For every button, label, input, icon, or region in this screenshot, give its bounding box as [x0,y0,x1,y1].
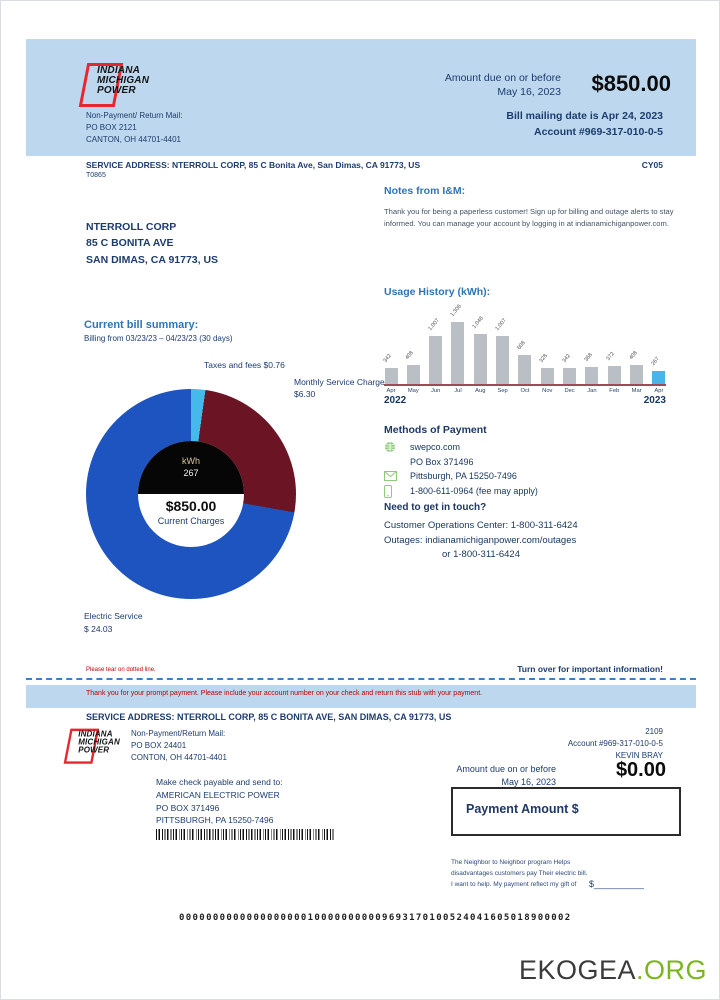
usage-bar-value: 267 [650,356,661,367]
kwh-value: 267 [183,468,199,478]
usage-years [384,395,666,407]
payment-amount-box [451,787,681,836]
payment-method-mail-line2: Pittsburgh, PA 15250-7496 [384,469,684,484]
payment-method-mail-line1: PO Box 371496 [384,455,684,470]
customer-name: NTERROLL CORP [86,221,177,233]
usage-bar-apr-12 [652,300,666,384]
bill-mailing-info [361,109,663,141]
usage-month-label: Dec [564,388,575,394]
usage-month-label: Nov [542,388,553,394]
customer-city: SAN DIMAS, CA 91773, US [86,253,219,266]
usage-bar-value: 408 [404,350,416,361]
usage-bar-sep-5 [496,300,510,384]
usage-bar-rect [429,336,442,384]
globe-icon [384,442,398,453]
usage-bar-mar-11 [630,300,644,384]
usage-bar-apr-0 [384,300,398,384]
usage-bar-dec-8 [563,300,577,384]
ekogea-tld: .ORG [635,955,707,985]
usage-bar-rect [563,368,576,384]
usage-bar-value: 608 [516,340,527,351]
stub-customer-name: KEVIN BRAY [615,751,663,760]
usage-bar-value: 342 [382,353,393,364]
logo-wordmark [97,66,149,97]
need-touch-title: Need to get in touch? [384,502,487,514]
usage-month-label: Sep [497,388,508,394]
cycle-code: CY05 [641,160,663,170]
usage-bar-jul-3 [451,300,465,384]
logo-wordmark: INDIANA MICHIGAN POWER [78,730,120,756]
usage-bar-value: 372 [605,351,617,362]
operations-center-line: Customer Operations Center: 1-800-311-6424 [384,520,578,532]
donut-center [138,441,244,547]
service-address-line: SERVICE ADDRESS: NTERROLL CORP, 85 C Bonita Ave, San Dimas, CA 91773, US [86,160,421,170]
stub-service-address: SERVICE ADDRESS: NTERROLL CORP, 85 C BONITA AVE, SAN DIMAS, CA 91773, US [86,712,452,722]
usage-month-label: Mar [631,388,642,394]
amount-due-label: Amount due on or before May 16, 2023 [361,71,561,99]
customer-street: 85 C BONITA AVE [86,237,174,250]
phone-icon [384,486,398,497]
usage-month-label: Aug [475,388,486,394]
ekogea-watermark [519,955,707,986]
usage-month-label: May [407,388,419,394]
kwh-label: kWh [182,456,200,466]
usage-bar-may-1 [406,300,420,384]
usage-history-chart [384,300,666,407]
monthly-service-label: Monthly Service Charge $6.30 [294,377,385,400]
usage-month-label: Oct [520,388,530,394]
usage-bar-jan-9 [585,300,599,384]
stub-account-number: Account #969-317-010-0-5 [567,739,663,748]
usage-bar-value: 1,007 [494,317,508,332]
usage-month-label: Jul [454,388,462,394]
usage-bar-rect [474,334,487,384]
return-mail-address [86,110,182,146]
amount-due-value: $850.00 [591,71,671,96]
usage-bar-nov-7 [540,300,554,384]
dashed-tear-line [26,678,696,680]
notes-section [384,185,676,230]
payment-methods-section [384,424,684,562]
usage-bar-aug-4 [473,300,487,384]
gift-amount-line: $__________ [589,879,645,889]
usage-bar-rect [385,368,398,384]
usage-month-label: Jun [430,388,441,394]
billing-period: Billing from 03/23/23 – 04/23/23 (30 days) [84,334,233,343]
logo-line: POWER [97,85,136,97]
year-left-label: 2022 [384,395,407,406]
usage-bar-jun-2 [429,300,443,384]
usage-bar-oct-6 [518,300,532,384]
prompt-payment-note: Thank you for your prompt payment. Please include your account number on your check and return this stub with your payment. [86,690,483,697]
spacer-icon [384,456,398,467]
usage-bars [384,300,666,386]
notes-body: Thank you for being a paperless customer! Sign up for billing and outage alerts to stay informed. You can manage your account by logging in at indianamichiganpower.com. [384,207,674,228]
payment-method-phone: 1-800-611-0964 (fee may apply) [384,484,684,499]
contact-lines [384,519,684,562]
usage-bar-rect [608,366,621,384]
usage-bar-rect [496,336,509,384]
usage-months [384,388,666,394]
indiana-michigan-power-logo [83,61,193,113]
electric-service-label: Electric Service $ 24.03 [84,611,143,635]
account-number: Account #969-317-010-0-5 [534,125,663,138]
neighbor-program-note: The Neighbor to Neighbor program Helps disadvantages customers pay Their electric bill. I want to help. My payment reflect my gift of [451,859,588,889]
return-mail-line: PO BOX 2121 [86,123,137,132]
turn-over-note: Turn over for important information! [517,664,663,674]
return-mail-line: Non-Payment/ Return Mail: [86,111,183,120]
stub-doc-number: 2109 [645,727,663,736]
logo-line: INDIANA [97,65,141,76]
ekogea-name: EKOGEA [518,955,636,985]
taxes-fees-label: Taxes and fees $0.76 [204,360,285,370]
outages-line: Outages: indianamichiganpower.com/outages [384,534,577,546]
usage-bar-rect [451,322,464,384]
tear-instruction: Please tear on dotted line. [86,667,156,673]
logo-line: MICHIGAN [97,75,150,87]
stub-amount-due-label: Amount due on or before May 16, 2023 [456,764,556,787]
usage-bar-value: 1,306 [449,303,463,318]
notes-title: Notes from I&M: [384,185,466,197]
payment-method-web: swepco.com [384,440,684,455]
current-charges-amount: $850.00 [165,498,217,514]
usage-bar-rect [630,365,643,384]
usage-bar-rect [585,367,598,384]
customer-address-block [86,219,218,268]
usage-bar-rect [652,371,665,384]
usage-bar-value: 342 [561,353,572,364]
usage-bar-value: 368 [583,352,594,363]
usage-bar-feb-10 [607,300,621,384]
return-mail-line: CANTON, OH 44701-4401 [86,135,182,144]
usage-month-label: Apr [654,388,664,394]
usage-history-title: Usage History (kWh): [384,286,491,298]
usage-bar-value: 328 [538,353,550,364]
stub-return-mail: Non-Payment/Return Mail: PO BOX 24401 CONTON, OH 44701-4401 [131,729,227,762]
payment-methods-title: Methods of Payment [384,424,487,436]
payment-amount-label: Payment Amount $ [466,802,579,816]
donut-chart [86,389,296,599]
barcode [156,829,334,840]
route-code: T0865 [86,172,106,179]
usage-month-label: Apr [386,388,396,394]
usage-bar-rect [518,355,531,384]
usage-month-label: Jan [587,388,597,394]
usage-bar-rect [407,365,420,384]
usage-bar-rect [541,368,554,384]
outages-phone-line: or 1-800-311-6424 [442,548,520,560]
stub-amount-due-value: $0.00 [615,759,666,781]
bill-summary-title: Current bill summary: [84,319,199,331]
usage-bar-value: 408 [628,350,639,361]
make-check-block: Make check payable and send to: AMERICAN ELECTRIC POWER PO BOX 371496 PITTSBURGH, PA 15250-7496 [156,777,283,826]
usage-bar-value: 1,007 [427,317,441,332]
usage-bar-value: 1,048 [471,315,486,330]
ocr-scan-line: 0000000000000000000100000000009693170100524041605018900002 [179,913,572,923]
year-right-label: 2023 [643,395,666,406]
amount-due-date: May 16, 2023 [497,86,561,99]
bill-mailing-date: Bill mailing date is Apr 24, 2023 [506,110,663,122]
usage-month-label: Feb [609,388,620,394]
envelope-icon [384,471,398,482]
current-charges-caption: Current Charges [157,516,225,526]
stub-account-block [461,726,663,762]
